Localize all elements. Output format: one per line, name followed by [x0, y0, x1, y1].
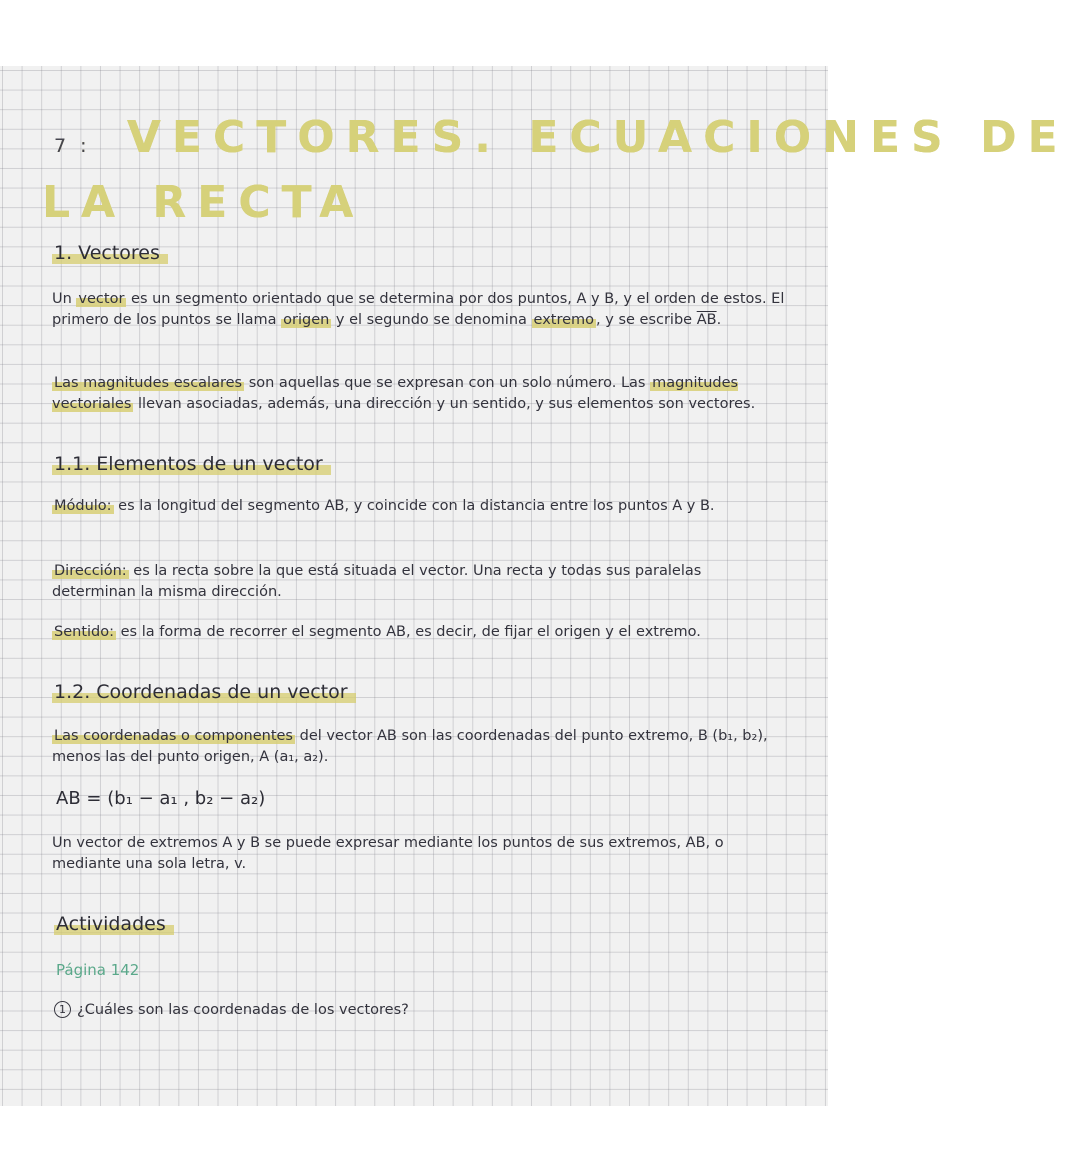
paragraph-modulo: Módulo: es la longitud del segmento AB, y coincide con la distancia entre los puntos A y B.	[54, 498, 715, 514]
term-magnitudes-escalares: Las magnitudes escalares	[54, 375, 243, 391]
term-extremo: extremo	[533, 312, 595, 328]
vector-ab: $\overline{AB}$	[696, 312, 717, 328]
section-heading-coordenadas: 1.2. Coordenadas de un vector	[52, 681, 356, 703]
term-coordenadas: Las coordenadas o componentes	[54, 728, 293, 744]
question-number: 1	[54, 1001, 71, 1018]
section-heading-elementos: 1.1. Elementos de un vector	[52, 453, 331, 475]
title-word-de: DE	[980, 112, 1069, 163]
question-text: ¿Cuáles son las coordenadas de los vectores?	[77, 1002, 409, 1018]
vector-formula: AB = (b₁ − a₁ , b₂ − a₂)	[56, 788, 266, 809]
title-word-vectores: VECTORES.	[126, 112, 502, 163]
term-vector: vector	[78, 291, 125, 307]
activity-question	[54, 1001, 409, 1018]
paragraph-vector-definition: Un vector es un segmento orientado que se determina por dos puntos, A y B, y el orden de estos. El primero de los puntos se llama origen y el segundo se denomina extremo , y se escribe $\overline{AB}$.	[52, 291, 785, 328]
chapter-number: 7:	[54, 135, 101, 157]
term-sentido: Sentido:	[54, 624, 114, 640]
paragraph-direccion: Dirección: es la recta sobre la que está situada el vector. Una recta y todas sus paralelas determinan la misma dirección.	[52, 563, 702, 600]
title-word-ecuaciones: ECUACIONES	[528, 112, 954, 163]
term-magnitudes-vectoriales: magnitudes vectoriales	[52, 375, 739, 412]
term-modulo: Módulo:	[54, 498, 112, 514]
term-direccion: Dirección:	[54, 563, 127, 579]
chapter-title-line2: LA RECTA	[42, 177, 365, 228]
paragraph-notation: Un vector de extremos A y B se puede expresar mediante los puntos de sus extremos, AB, o mediante una sola letra, v.	[52, 835, 724, 872]
chapter-title-line1	[56, 112, 1069, 163]
term-origen: origen	[283, 312, 330, 328]
page-reference: Página 142	[56, 961, 140, 979]
paragraph-coordenadas: Las coordenadas o componentes del vector AB son las coordenadas del punto extremo, B (b₁, b₂), menos las del punto origen, A (a₁, a₂).	[52, 728, 768, 765]
paragraph-magnitudes: Las magnitudes escalares son aquellas que se expresan con un solo número. Las magnitudes vectoriales llevan asociadas, además, una dirección y un sentido, y sus elementos son vectores.	[52, 375, 756, 412]
paragraph-sentido: Sentido: es la forma de recorrer el segmento AB, es decir, de fijar el origen y el extremo.	[54, 624, 701, 640]
section-heading-vectores: 1. Vectores	[52, 242, 168, 264]
activities-heading: Actividades	[54, 913, 174, 935]
